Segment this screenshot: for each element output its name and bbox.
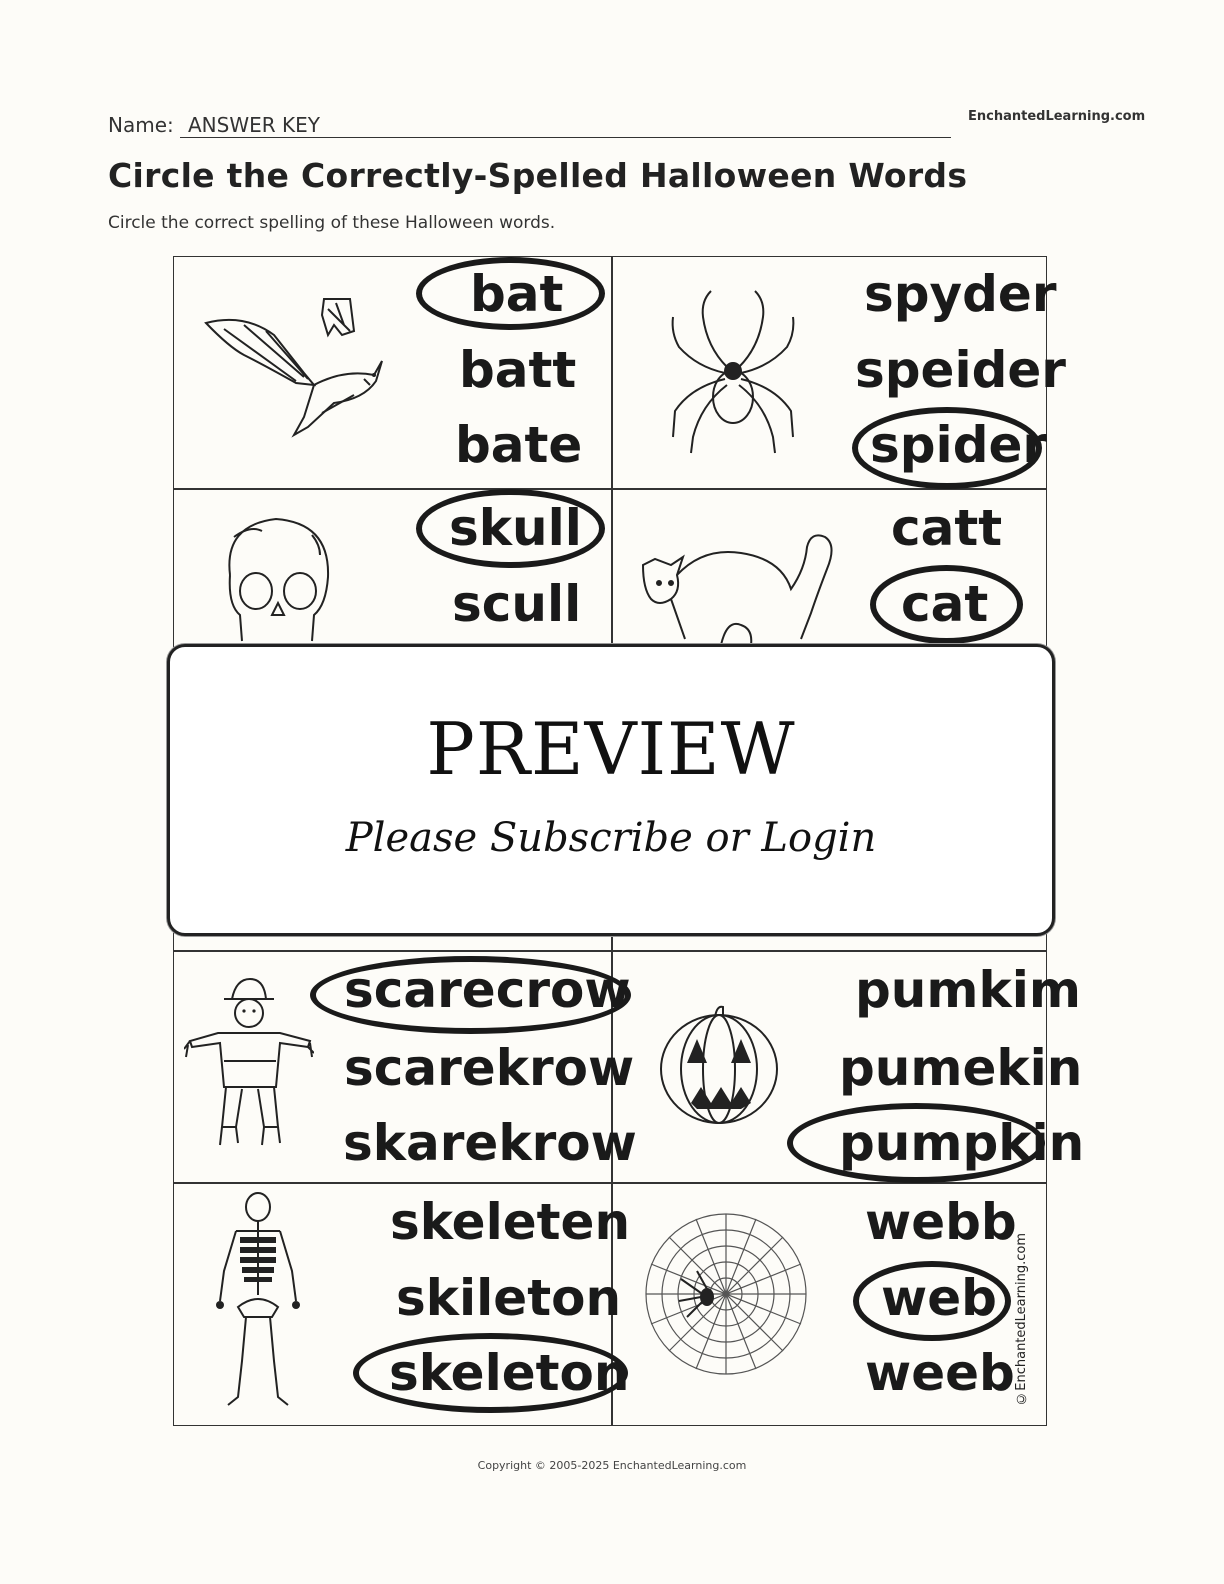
answer-oval — [852, 407, 1042, 489]
skeleton-icon — [208, 1191, 308, 1411]
word-option[interactable]: speider — [855, 341, 1066, 399]
name-field — [180, 110, 951, 138]
name-row — [108, 110, 951, 140]
word-option[interactable]: webb — [865, 1193, 1017, 1251]
name-value: ANSWER KEY — [188, 113, 320, 137]
pumpkin-icon — [657, 1003, 781, 1127]
scarecrow-icon — [184, 977, 314, 1147]
preview-overlay[interactable] — [167, 644, 1055, 936]
cell-pumpkin — [611, 951, 1085, 1184]
answer-oval — [787, 1103, 1045, 1183]
word-option[interactable]: cat — [901, 575, 989, 633]
answer-oval — [310, 956, 631, 1034]
word-option[interactable]: catt — [891, 499, 1003, 557]
name-label: Name: — [108, 113, 174, 137]
word-option[interactable]: skull — [449, 499, 582, 557]
word-option[interactable]: bate — [455, 416, 583, 474]
subscribe-login-link[interactable]: Please Subscribe or Login — [345, 815, 877, 861]
word-option[interactable]: pumkim — [855, 961, 1081, 1019]
word-option[interactable]: scarekrow — [344, 1039, 635, 1097]
skull-icon — [220, 515, 335, 645]
word-option[interactable]: skileton — [396, 1269, 622, 1327]
word-option[interactable]: bat — [470, 265, 564, 323]
page-title: Circle the Correctly-Spelled Halloween Words — [108, 156, 968, 195]
spider-icon — [667, 287, 797, 457]
word-option[interactable]: skeleton — [389, 1344, 630, 1402]
vertical-credit: ©EnchantedLearning.com — [1014, 1233, 1029, 1406]
answer-oval — [353, 1333, 628, 1413]
copyright: Copyright © 2005-2025 EnchantedLearning.com — [477, 1459, 747, 1472]
answer-oval — [416, 257, 605, 330]
answer-oval — [870, 565, 1023, 644]
bat-icon — [204, 295, 389, 445]
word-option[interactable]: spyder — [864, 265, 1057, 323]
cell-skeleton — [174, 1183, 631, 1416]
answer-oval — [416, 489, 605, 568]
word-option[interactable]: skarekrow — [343, 1114, 637, 1172]
cell-spider — [611, 257, 1066, 490]
word-option[interactable]: spider — [870, 416, 1048, 474]
word-option[interactable]: pumpkin — [839, 1114, 1085, 1172]
cell-scarecrow — [174, 951, 637, 1184]
answer-oval — [853, 1261, 1011, 1341]
cell-web — [611, 1183, 1048, 1416]
spiderweb-icon — [641, 1209, 811, 1379]
word-option[interactable]: skeleten — [390, 1193, 631, 1251]
cell-bat — [174, 257, 611, 490]
word-option[interactable]: scull — [452, 575, 582, 633]
word-option[interactable]: scarecrow — [344, 961, 631, 1019]
word-option[interactable]: weeb — [865, 1344, 1015, 1402]
word-option[interactable]: pumekin — [839, 1039, 1083, 1097]
cat-icon — [641, 529, 841, 649]
word-option[interactable]: batt — [459, 341, 577, 399]
instructions: Circle the correct spelling of these Halloween words. — [108, 213, 556, 233]
site-link[interactable]: EnchantedLearning.com — [968, 109, 1146, 124]
word-option[interactable]: web — [881, 1269, 997, 1327]
preview-title: PREVIEW — [426, 707, 796, 791]
